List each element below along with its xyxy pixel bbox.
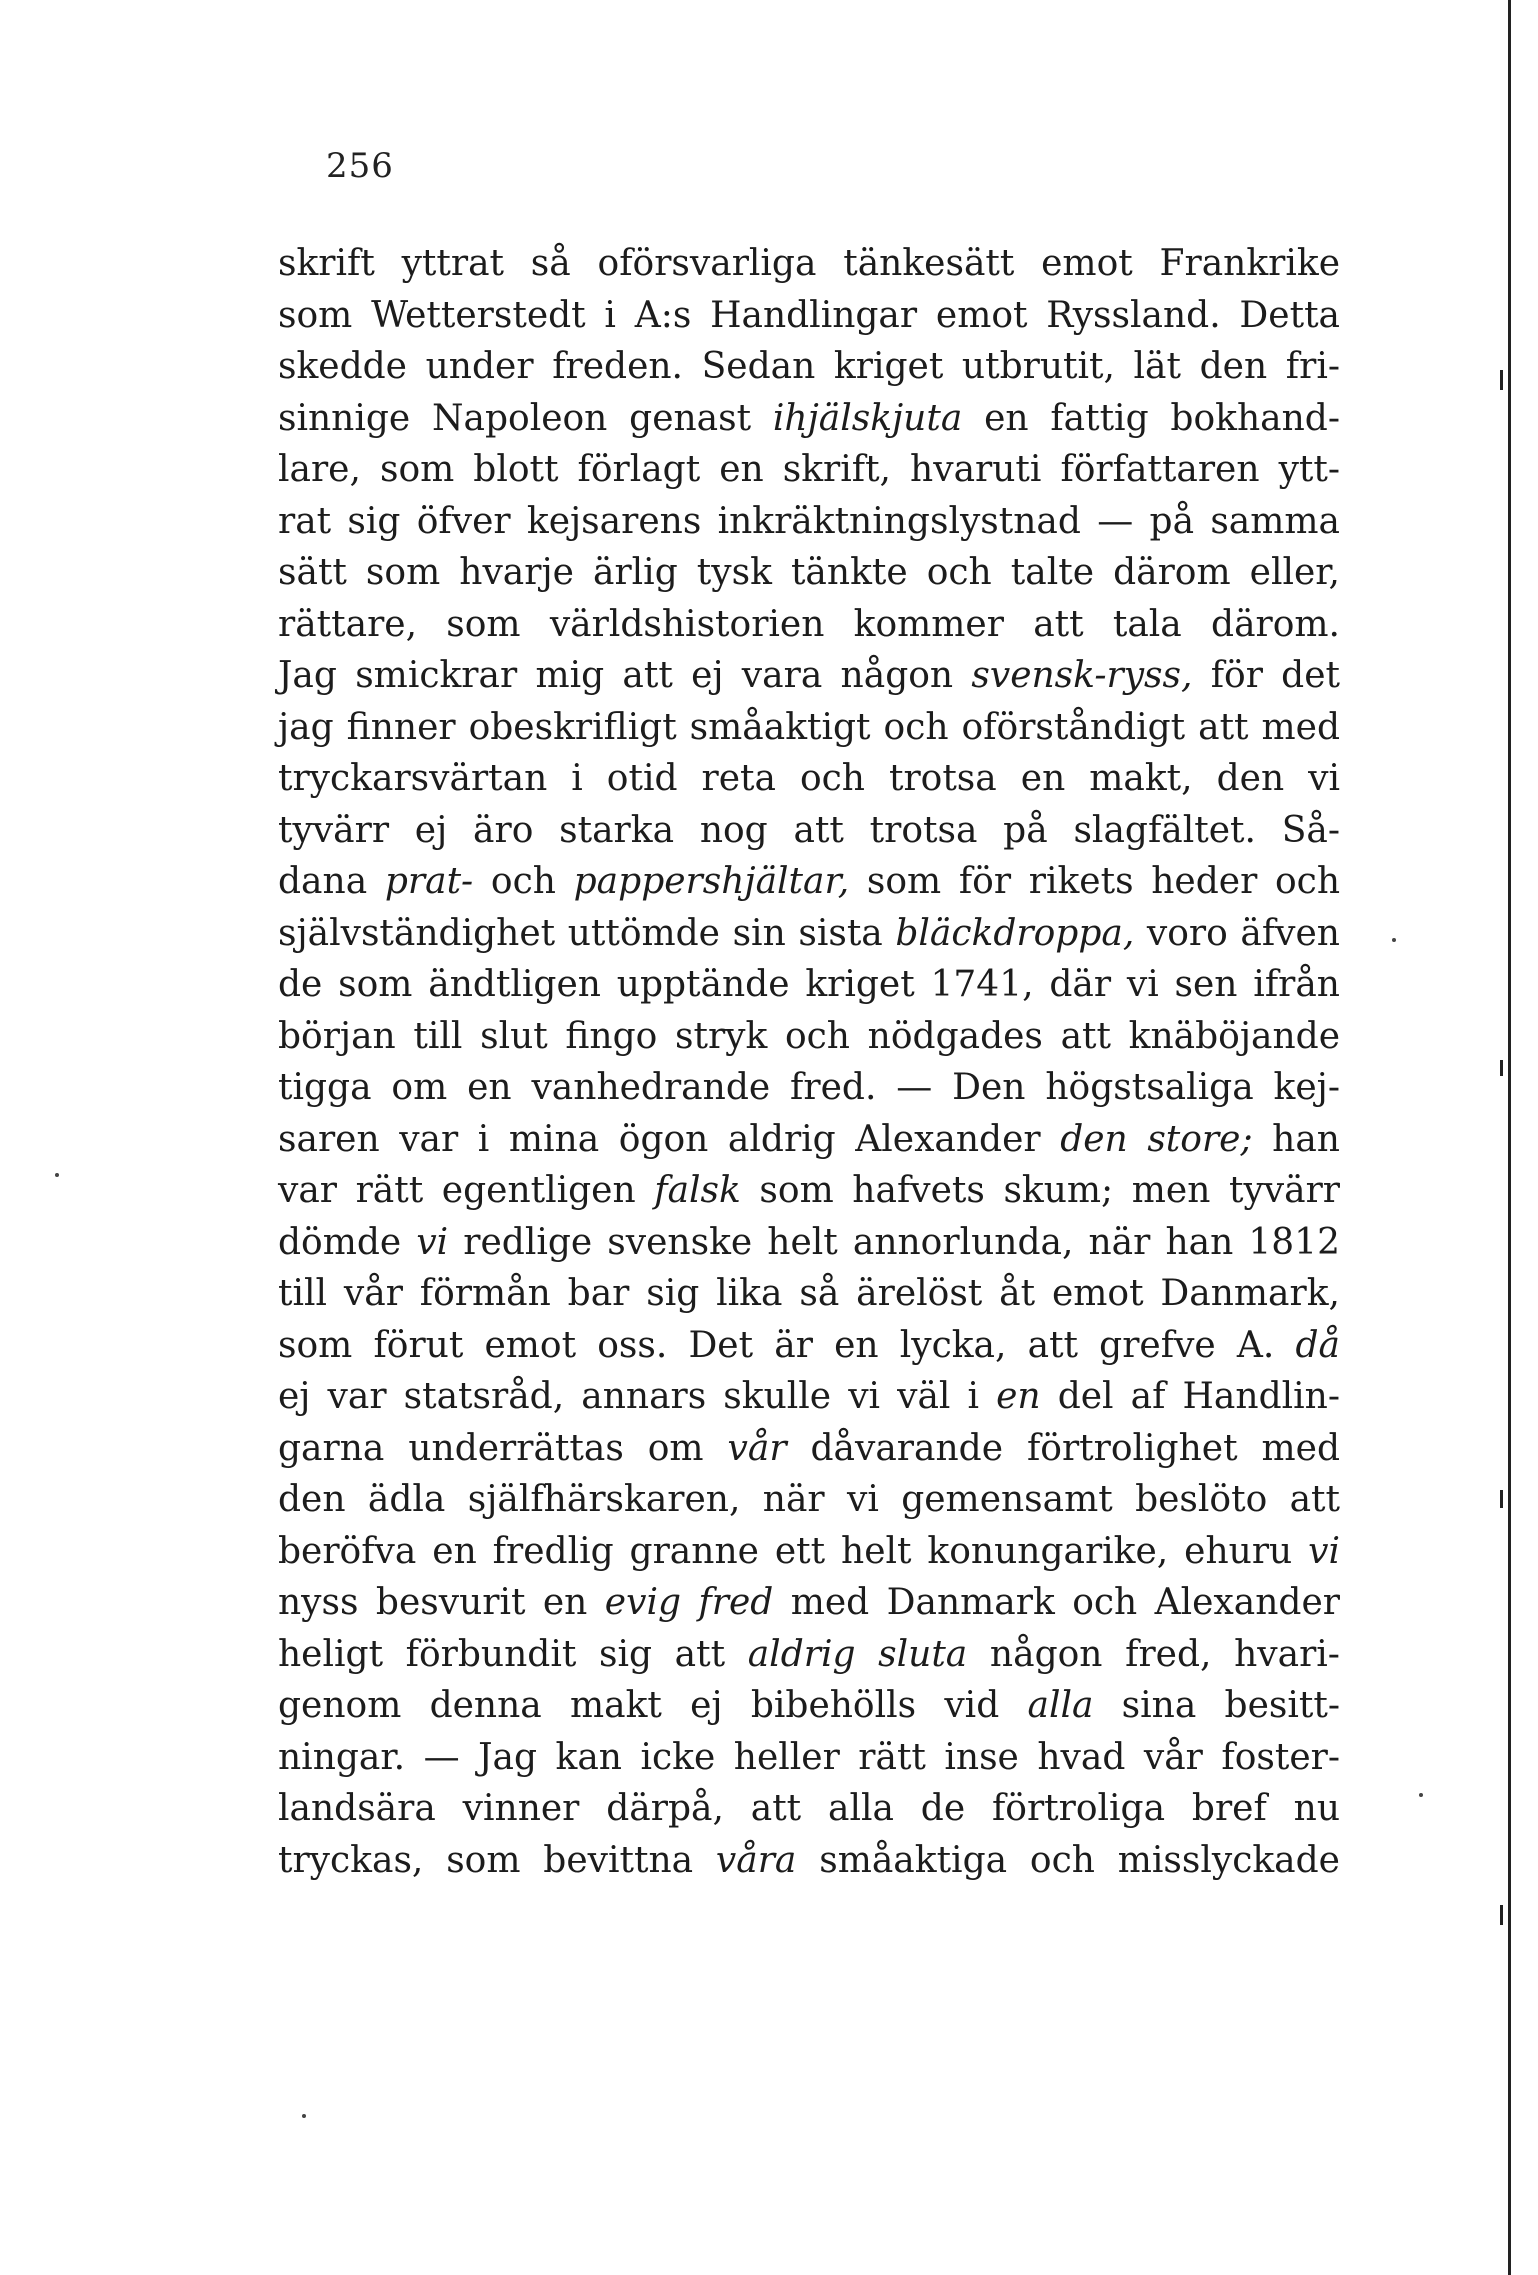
scan-speck bbox=[302, 2114, 306, 2118]
emphasized-text: vi bbox=[416, 1221, 449, 1263]
text-line: beröfva en fredlig granne ett helt konungarike, ehuru vi bbox=[278, 1530, 1340, 1572]
text-line: tigga om en vanhedrande fred. — Den högstsaliga kej- bbox=[278, 1067, 1340, 1108]
text-line: heligt förbundit sig att aldrig sluta någon fred, hvari- bbox=[278, 1633, 1340, 1675]
text-line: som förut emot oss. Det är en lycka, att grefve A. då bbox=[278, 1324, 1340, 1366]
text-line: sinnige Napoleon genast ihjälskjuta en fattig bokhand- bbox=[278, 397, 1340, 439]
page-edge-mark bbox=[1500, 1905, 1503, 1925]
scan-speck bbox=[55, 1173, 59, 1177]
emphasized-text: svensk-ryss, bbox=[971, 655, 1193, 696]
text-line: rättare, som världshistorien kommer att tala därom. bbox=[278, 603, 1340, 645]
emphasized-text: aldrig sluta bbox=[747, 1633, 968, 1675]
text-line: garna underrättas om vår dåvarande förtrolighet med bbox=[278, 1427, 1341, 1469]
text-line: tryckarsvärtan i otid reta och trotsa en makt, den vi bbox=[278, 758, 1340, 799]
emphasized-text: vår bbox=[727, 1427, 787, 1469]
text-line: tyvärr ej äro starka nog att trotsa på slagfältet. Så- bbox=[278, 809, 1340, 851]
emphasized-text: pappershjältar, bbox=[573, 861, 850, 902]
text-line: jag finner obeskrifligt småaktigt och oförståndigt att med bbox=[278, 706, 1340, 748]
text-line: tryckas, som bevittna våra småaktiga och misslyckade bbox=[278, 1839, 1340, 1881]
text-line: lare, som blott förlagt en skrift, hvaruti författaren ytt- bbox=[278, 449, 1340, 490]
text-line: början till slut fingo stryk och nödgades att knäböjande bbox=[278, 1015, 1340, 1057]
text-line: självständighet uttömde sin sista bläckdroppa, voro äfven bbox=[278, 912, 1340, 954]
scan-speck bbox=[1419, 1793, 1423, 1797]
text-line: skrift yttrat så oförsvarliga tänkesätt emot Frankrike bbox=[278, 243, 1340, 284]
emphasized-text: vi bbox=[1308, 1530, 1340, 1572]
emphasized-text: en bbox=[996, 1376, 1041, 1417]
text-line: de som ändtligen upptände kriget 1741, där vi sen ifrån bbox=[278, 964, 1340, 1005]
text-line: till vår förmån bar sig lika så ärelöst åt emot Danmark, bbox=[278, 1273, 1340, 1314]
emphasized-text: den store; bbox=[1060, 1118, 1253, 1160]
emphasized-text: våra bbox=[715, 1839, 797, 1881]
emphasized-text: bläckdroppa, bbox=[895, 912, 1135, 954]
page-edge-mark bbox=[1500, 1060, 1503, 1076]
page-number: 256 bbox=[326, 146, 394, 186]
text-line: genom denna makt ej bibehölls vid alla sina besitt- bbox=[278, 1685, 1340, 1726]
text-line: sätt som hvarje ärlig tysk tänkte och talte därom eller, bbox=[278, 552, 1340, 593]
text-line: den ädla själfhärskaren, när vi gemensamt beslöto att bbox=[278, 1479, 1340, 1520]
page-edge-mark bbox=[1500, 1490, 1503, 1508]
emphasized-text: evig fred bbox=[604, 1582, 774, 1623]
emphasized-text: falsk bbox=[654, 1170, 741, 1211]
text-line: ej var statsråd, annars skulle vi väl i en del af Handlin- bbox=[278, 1376, 1340, 1417]
text-line: saren var i mina ögon aldrig Alexander den store; han bbox=[278, 1118, 1340, 1160]
emphasized-text: prat- bbox=[384, 861, 474, 902]
emphasized-text: alla bbox=[1027, 1685, 1094, 1726]
text-line: skedde under freden. Sedan kriget utbrutit, lät den fri- bbox=[278, 346, 1340, 387]
text-line: dana prat- och pappershjältar, som för rikets heder och bbox=[278, 861, 1340, 902]
body-text bbox=[278, 238, 1340, 1886]
text-line: dömde vi redlige svenske helt annorlunda, när han 1812 bbox=[278, 1221, 1340, 1263]
text-line: landsära vinner därpå, att alla de förtroliga bref nu bbox=[278, 1788, 1340, 1829]
text-line: Jag smickrar mig att ej vara någon svensk-ryss, för det bbox=[278, 655, 1340, 696]
emphasized-text: då bbox=[1295, 1324, 1340, 1366]
text-line: ningar. — Jag kan icke heller rätt inse hvad vår foster- bbox=[278, 1736, 1340, 1778]
text-line: nyss besvurit en evig fred med Danmark och Alexander bbox=[278, 1582, 1340, 1623]
emphasized-text: ihjälskjuta bbox=[772, 397, 963, 439]
text-line: var rätt egentligen falsk som hafvets skum; men tyvärr bbox=[278, 1170, 1340, 1211]
text-line: som Wetterstedt i A:s Handlingar emot Ryssland. Detta bbox=[278, 294, 1340, 336]
page-edge-line bbox=[1508, 0, 1511, 2275]
page-edge-mark bbox=[1500, 370, 1503, 390]
scan-speck bbox=[1392, 938, 1396, 942]
text-line: rat sig öfver kejsarens inkräktningslystnad — på samma bbox=[278, 500, 1340, 542]
